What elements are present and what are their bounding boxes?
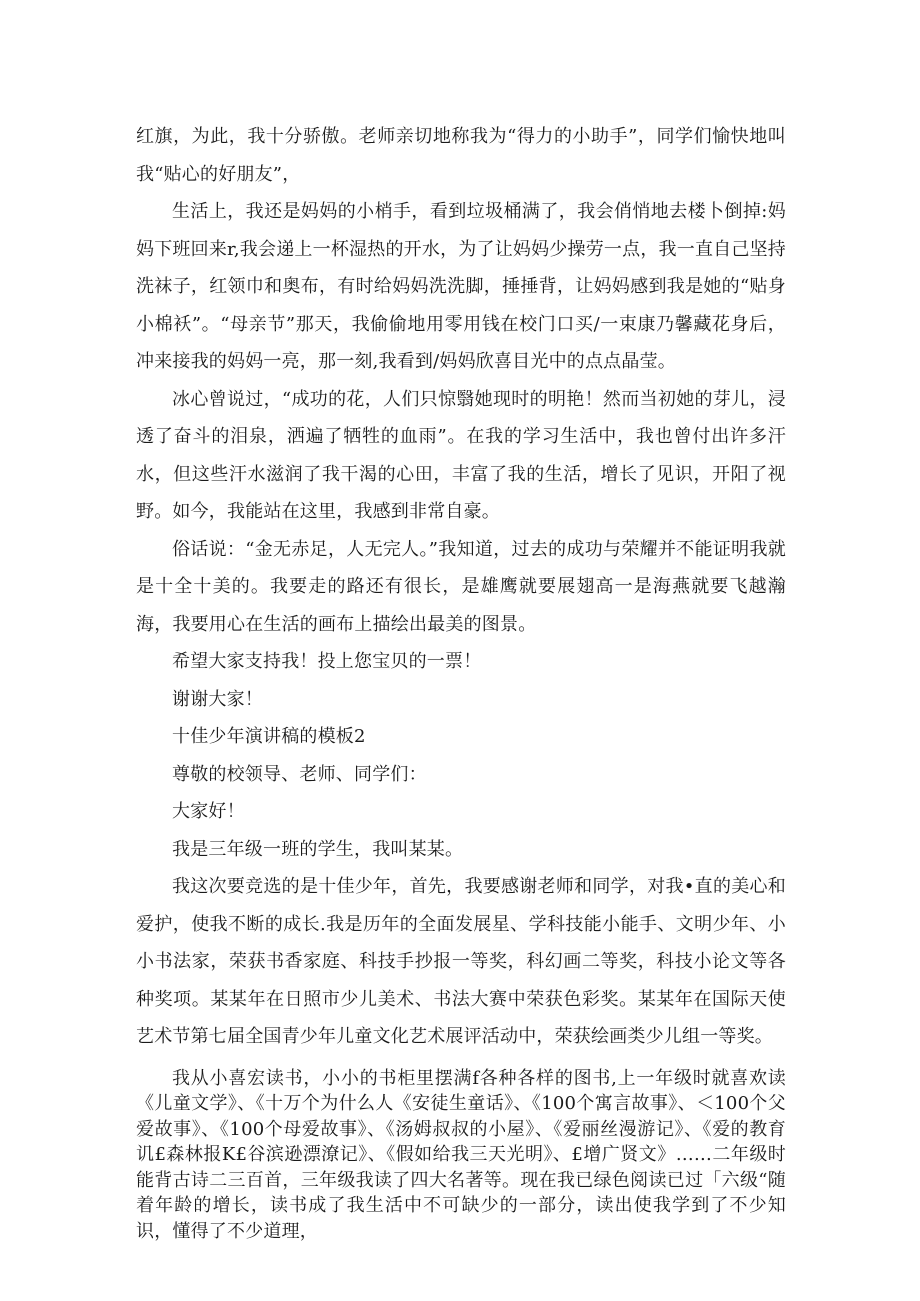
document-page [136,118,786,1245]
paragraph-4: 希望大家支持我！投上您宝贝的一票！ [172,651,482,672]
section-heading: 十佳少年演讲稿的模板2 [172,726,366,747]
paragraph-11: 我从小喜宏读书，小小的书柜里摆满f各种各样的图书,上一年级时就喜欢读《儿童文学》、《十万个为什么人《安徒生童话》、《100个寓言故事》、＜100个父爱故事》、《100个母爱故事》、《汤姆叔叔的小屋》、《爱丽丝漫游记》、《爱的教育讥£森林报K£谷滨逊漂潦记》、《假如给我三天光明》、£增广贤文》……二年级时能背古诗二三百首，三年级我读了四大名著等。现在我已绿色阅读已过「六级“随着年龄的增长，读书成了我生活中不可缺少的一部分，读出使我学到了不少知识，懂得了不少道理， [136,1067,786,1243]
greeting: 大家好！ [172,801,245,822]
paragraph-3: 俗话说：“金无赤足，人无完人。”我知道，过去的成功与荣耀并不能证明我就是十全十美的。我要走的路还有很长，是雄鹰就要展翅高一是海燕就要飞越瀚海，我要用心在生活的画布上描绘出最美的图景。 [136,538,786,635]
paragraph-9: 我是三年级一班的学生，我叫某某。 [172,838,464,860]
paragraph-10: 我这次要竞选的是十佳少年，首先，我要感谢老师和同学，对我•直的美心和爱护，使我不断的成长.我是历年的全面发展星、学科技能小能手、文明少年、小小书法家，荣获书香家庭、科技手抄报一等奖，科幻画二等奖，科技小论文等各种奖项。某某年在日照市少儿美术、书法大赛中荣获色彩奖。某某年在国际天使艺术节第七届全国青少年儿童文化艺术展评活动中，荣获绘画类少儿组一等奖。 [136,876,786,1047]
paragraph-1: 生活上，我还是妈妈的小梢手，看到垃圾桶满了，我会俏悄地去楼卜倒掉:妈妈下班回来r,我会递上一杯湿热的开水，为了让妈妈少操劳一点，我一直自己坚持洗袜子，红领巾和奥布，有时给妈妈洗洗脚，捶捶背，让妈妈感到我是她的“贴身小棉袄”。“母亲节”那天，我偷偷地用零用钱在校门口买/一束康乃馨藏花身后，冲来接我的妈妈一亮，那一刻,我看到/妈妈欣喜目光中的点点晶莹。 [136,201,786,372]
paragraph-5: 谢谢大家！ [172,688,263,710]
paragraph-2: 冰心曾说过，“成功的花，人们只惊翳她现时的明艳！然而当初她的芽儿，浸透了奋斗的泪泉，洒遍了牺牲的血雨”。在我的学习生活中，我也曾付出许多汗水，但这些汗水滋润了我干渴的心田，丰富了我的生活，增长了见识，开阳了视野。如今，我能站在这里，我感到非常自豪。 [136,388,786,522]
salutation: 尊敬的校领导、老师、同学们： [172,763,427,785]
paragraph-0: 红旗，为此，我十分骄傲。老师亲切地称我为“得力的小助手”，同学们愉快地叫我“贴心的好朋友”， [136,126,786,185]
